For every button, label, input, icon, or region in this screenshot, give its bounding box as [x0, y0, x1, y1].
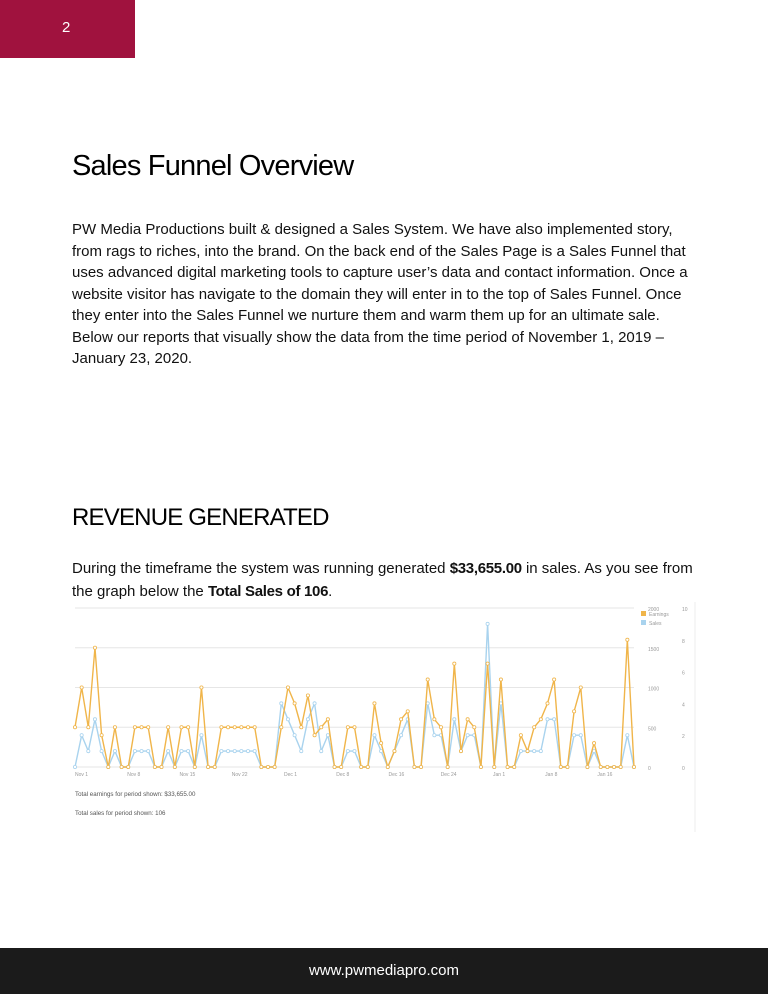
data-point-earnings	[626, 638, 629, 641]
y-right-tick-label: 10	[682, 607, 688, 613]
data-point-earnings	[107, 765, 110, 768]
data-point-earnings	[140, 726, 143, 729]
data-point-earnings	[133, 726, 136, 729]
data-point-earnings	[559, 765, 562, 768]
data-point-earnings	[399, 718, 402, 721]
data-point-sales	[519, 750, 522, 753]
data-point-earnings	[553, 678, 556, 681]
data-point-earnings	[373, 702, 376, 705]
data-point-earnings	[240, 726, 243, 729]
data-point-sales	[546, 718, 549, 721]
data-point-sales	[286, 718, 289, 721]
data-point-earnings	[313, 734, 316, 737]
legend-label: Sales	[649, 621, 662, 627]
data-point-sales	[373, 734, 376, 737]
data-point-earnings	[366, 765, 369, 768]
data-point-earnings	[233, 726, 236, 729]
revenue-text-3: .	[328, 583, 333, 600]
data-point-earnings	[380, 742, 383, 745]
data-point-sales	[399, 734, 402, 737]
y-left-tick-label: 500	[648, 726, 657, 733]
data-point-earnings	[280, 726, 283, 729]
data-point-earnings	[113, 726, 116, 729]
x-tick-label: Nov 15	[179, 772, 196, 778]
data-point-sales	[300, 750, 303, 753]
y-left-tick-label: 1000	[648, 686, 660, 693]
data-point-earnings	[632, 765, 635, 768]
data-point-sales	[313, 702, 316, 705]
data-point-earnings	[539, 718, 542, 721]
y-right-tick-label: 8	[682, 638, 685, 645]
data-point-sales	[380, 750, 383, 753]
data-point-earnings	[346, 726, 349, 729]
data-point-earnings	[253, 726, 256, 729]
y-left-tick-label: 2000	[648, 607, 660, 613]
data-point-earnings	[599, 765, 602, 768]
data-point-earnings	[406, 710, 409, 713]
data-point-sales	[140, 750, 143, 753]
data-point-earnings	[360, 765, 363, 768]
data-point-sales	[133, 750, 136, 753]
x-tick-label: Dec 16	[388, 772, 405, 778]
data-point-earnings	[426, 678, 429, 681]
data-point-sales	[320, 750, 323, 753]
data-point-sales	[553, 718, 556, 721]
total-sales: Total Sales of 106	[207, 583, 329, 600]
data-point-earnings	[147, 726, 150, 729]
data-point-sales	[346, 750, 349, 753]
data-point-earnings	[87, 726, 90, 729]
data-point-sales	[226, 750, 229, 753]
data-point-sales	[592, 750, 595, 753]
footer-website: www.pwmediapro.com	[308, 962, 460, 979]
data-point-earnings	[579, 686, 582, 689]
page-number-badge	[0, 0, 135, 58]
data-point-sales	[200, 734, 203, 737]
data-point-earnings	[473, 726, 476, 729]
data-point-earnings	[173, 765, 176, 768]
data-point-sales	[246, 750, 249, 753]
data-point-sales	[306, 718, 309, 721]
data-point-earnings	[320, 726, 323, 729]
data-point-earnings	[286, 686, 289, 689]
data-point-earnings	[153, 765, 156, 768]
legend-swatch	[641, 620, 646, 625]
y-left-tick-label: 1500	[648, 646, 660, 653]
data-point-earnings	[167, 726, 170, 729]
x-tick-label: Jan 16	[597, 772, 613, 778]
data-point-earnings	[293, 702, 296, 705]
data-point-sales	[167, 750, 170, 753]
data-point-earnings	[612, 765, 615, 768]
data-point-sales	[486, 622, 489, 625]
revenue-heading: REVENUE GENERATED	[72, 504, 329, 531]
data-point-earnings	[419, 765, 422, 768]
data-point-sales	[113, 750, 116, 753]
data-point-earnings	[213, 765, 216, 768]
y-right-tick-label: 0	[682, 766, 685, 772]
data-point-earnings	[453, 662, 456, 665]
legend-swatch	[641, 611, 646, 616]
data-point-earnings	[206, 765, 209, 768]
data-point-sales	[240, 750, 243, 753]
data-point-earnings	[93, 646, 96, 649]
data-point-earnings	[479, 765, 482, 768]
page-number: 2	[62, 19, 71, 36]
data-point-sales	[326, 734, 329, 737]
data-point-earnings	[466, 718, 469, 721]
revenue-chart	[70, 602, 696, 832]
data-point-earnings	[573, 710, 576, 713]
data-point-earnings	[120, 765, 123, 768]
data-point-earnings	[220, 726, 223, 729]
data-point-earnings	[300, 726, 303, 729]
page-title: Sales Funnel Overview	[72, 150, 354, 182]
data-point-earnings	[439, 726, 442, 729]
revenue-text-1: During the timeframe the system was running generated	[72, 560, 450, 577]
data-point-earnings	[566, 765, 569, 768]
x-tick-label: Nov 8	[127, 772, 141, 778]
data-point-sales	[187, 750, 190, 753]
data-point-earnings	[493, 765, 496, 768]
data-point-earnings	[619, 765, 622, 768]
y-left-tick-label: 0	[648, 766, 651, 772]
data-point-sales	[253, 750, 256, 753]
data-point-earnings	[193, 765, 196, 768]
revenue-chart-svg	[70, 602, 696, 832]
data-point-earnings	[127, 765, 130, 768]
revenue-amount: $33,655.00	[449, 560, 522, 577]
data-point-earnings	[433, 718, 436, 721]
data-point-earnings	[586, 765, 589, 768]
data-point-earnings	[499, 678, 502, 681]
intro-paragraph: PW Media Productions built & designed a Sales System. We have also implemented story, from rags to riches, into the brand. On the back end of the Sales Page is a Sales Funnel that uses advanced digital marketing tools to capture user’s data and contact information. Once a website visitor has navigate to the domain they will enter in to the top of Sales Funnel. Once they enter into the Sales Funnel we nurture them and warm them up for an ultimate sale. Below our reports that visually show the data from the time period of November 1, 2019 – January 23, 2020.	[72, 221, 688, 367]
x-tick-label: Nov 22	[231, 772, 248, 778]
data-point-sales	[293, 734, 296, 737]
data-point-earnings	[80, 686, 83, 689]
data-point-earnings	[187, 726, 190, 729]
data-point-earnings	[73, 726, 76, 729]
data-point-sales	[73, 765, 76, 768]
series-line-earnings	[75, 640, 634, 767]
data-point-earnings	[513, 765, 516, 768]
data-point-sales	[453, 718, 456, 721]
data-point-sales	[80, 734, 83, 737]
data-point-sales	[539, 750, 542, 753]
data-point-sales	[626, 734, 629, 737]
data-point-earnings	[486, 662, 489, 665]
x-tick-label: Jan 1	[492, 772, 506, 778]
data-point-sales	[100, 750, 103, 753]
x-tick-label: Nov 1	[75, 772, 89, 778]
x-tick-label: Dec 8	[336, 772, 350, 778]
y-right-tick-label: 6	[682, 670, 685, 677]
data-point-earnings	[606, 765, 609, 768]
x-tick-label: Dec 24	[440, 772, 457, 778]
data-point-earnings	[306, 694, 309, 697]
data-point-earnings	[546, 702, 549, 705]
data-point-sales	[573, 734, 576, 737]
data-point-earnings	[340, 765, 343, 768]
data-point-sales	[87, 750, 90, 753]
data-point-sales	[93, 718, 96, 721]
data-point-earnings	[353, 726, 356, 729]
data-point-earnings	[246, 726, 249, 729]
data-point-earnings	[526, 750, 529, 753]
data-point-sales	[220, 750, 223, 753]
x-tick-label: Jan 8	[545, 772, 558, 778]
data-point-sales	[353, 750, 356, 753]
revenue-paragraph	[72, 557, 702, 603]
data-point-earnings	[413, 765, 416, 768]
data-point-earnings	[333, 765, 336, 768]
data-point-earnings	[260, 765, 263, 768]
footer	[0, 948, 768, 994]
y-right-tick-label: 2	[682, 734, 685, 741]
data-point-sales	[280, 702, 283, 705]
data-point-sales	[180, 750, 183, 753]
data-point-sales	[433, 734, 436, 737]
chart-annotation: Total earnings for period shown: $33,655.00	[75, 791, 196, 798]
data-point-sales	[579, 734, 582, 737]
data-point-earnings	[326, 718, 329, 721]
data-point-sales	[147, 750, 150, 753]
legend-label: Earnings	[649, 612, 669, 618]
data-point-earnings	[180, 726, 183, 729]
data-point-earnings	[266, 765, 269, 768]
data-point-earnings	[393, 750, 396, 753]
data-point-earnings	[446, 765, 449, 768]
data-point-earnings	[506, 765, 509, 768]
chart-annotation: Total sales for period shown: 106	[75, 810, 166, 817]
data-point-earnings	[226, 726, 229, 729]
x-tick-label: Dec 1	[283, 772, 298, 778]
data-point-earnings	[100, 734, 103, 737]
revenue-text-2: in sales. As you see from the graph below the	[72, 560, 693, 600]
data-point-sales	[533, 750, 536, 753]
data-point-sales	[233, 750, 236, 753]
data-point-earnings	[519, 734, 522, 737]
data-point-earnings	[200, 686, 203, 689]
data-point-earnings	[273, 765, 276, 768]
data-point-earnings	[533, 726, 536, 729]
data-point-earnings	[592, 742, 595, 745]
data-point-earnings	[459, 750, 462, 753]
data-point-earnings	[386, 765, 389, 768]
data-point-sales	[466, 734, 469, 737]
y-right-tick-label: 4	[682, 702, 685, 709]
data-point-earnings	[160, 765, 163, 768]
